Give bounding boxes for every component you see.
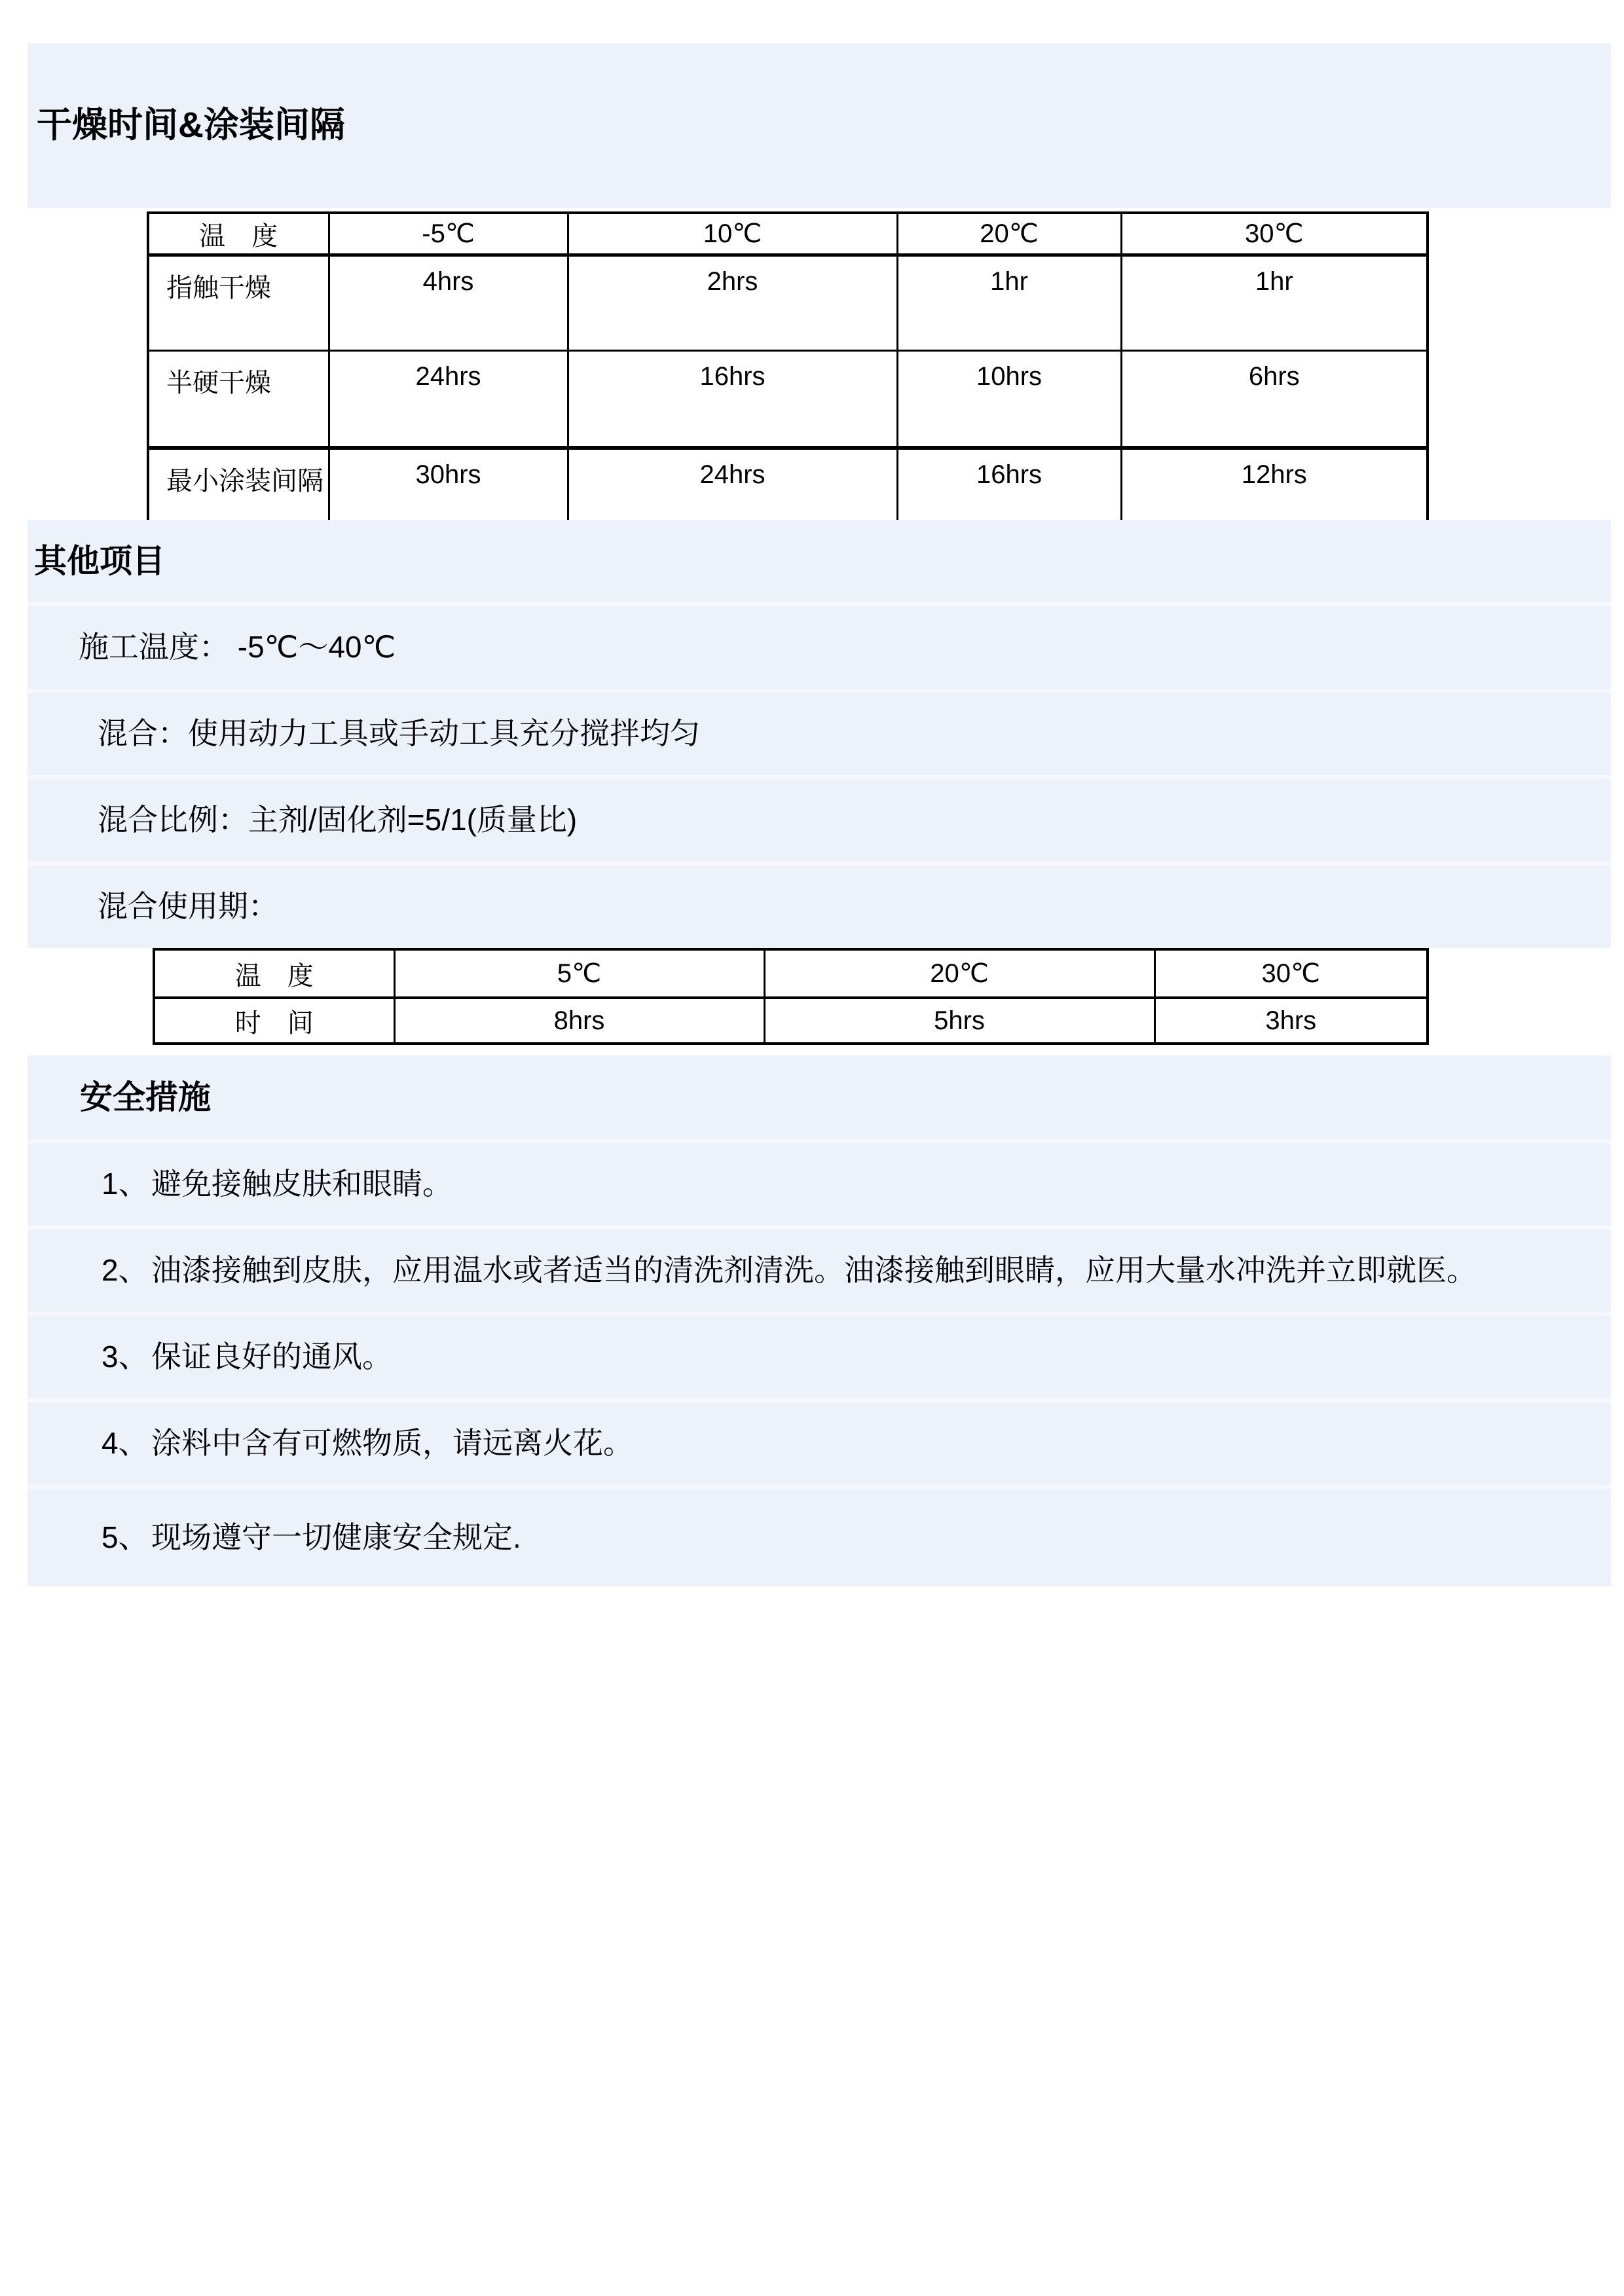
safety-item-number: 2、 bbox=[101, 1253, 149, 1288]
mixing-ratio-line: 混合比例：主剂/固化剂=5/1(质量比) bbox=[98, 803, 578, 837]
header-cell-temp: 温 度 bbox=[148, 213, 329, 255]
value-cell: 1hr bbox=[1121, 255, 1428, 351]
drying-section-band bbox=[28, 43, 1611, 208]
header-cell-minus5: -5℃ bbox=[329, 213, 568, 255]
value-cell: 24hrs bbox=[568, 448, 897, 547]
pot-life-line: 混合使用期： bbox=[98, 889, 278, 924]
safety-section-band bbox=[28, 1055, 1611, 1586]
other-items-band bbox=[28, 520, 1611, 948]
safety-item bbox=[28, 1226, 1611, 1312]
safety-item-number: 1、 bbox=[101, 1167, 149, 1201]
header-cell-20: 20℃ bbox=[764, 949, 1154, 998]
value-cell: 3hrs bbox=[1154, 998, 1428, 1044]
value-cell: 12hrs bbox=[1121, 448, 1428, 547]
header-cell-temp: 温 度 bbox=[154, 949, 394, 998]
table-row-time bbox=[154, 998, 1428, 1044]
value-cell: 24hrs bbox=[329, 351, 568, 448]
other-items-title: 其他项目 bbox=[34, 542, 165, 579]
safety-item bbox=[28, 1485, 1611, 1586]
drying-section-title: 干燥时间&涂装间隔 bbox=[37, 105, 345, 145]
safety-item-number: 3、 bbox=[101, 1339, 149, 1374]
value-cell: 10hrs bbox=[897, 351, 1121, 448]
safety-item-text: 油漆接触到皮肤，应用温水或者适当的清洗剂清洗。油漆接触到眼睛，应用大量水冲洗并立即就医。 bbox=[151, 1253, 1477, 1288]
header-cell-30: 30℃ bbox=[1121, 213, 1428, 255]
value-cell: 30hrs bbox=[329, 448, 568, 547]
value-cell: 2hrs bbox=[568, 255, 897, 351]
pot-life-table bbox=[153, 948, 1429, 1045]
header-cell-20: 20℃ bbox=[897, 213, 1121, 255]
value-cell: 6hrs bbox=[1121, 351, 1428, 448]
pot-life-header-row bbox=[154, 949, 1428, 998]
safety-item-text: 涂料中含有可燃物质，请远离火花。 bbox=[151, 1426, 633, 1461]
safety-item-text: 保证良好的通风。 bbox=[151, 1339, 392, 1374]
safety-item-text: 避免接触皮肤和眼睛。 bbox=[151, 1167, 452, 1201]
row-label-cell: 时 间 bbox=[154, 998, 394, 1044]
drying-table bbox=[147, 211, 1429, 548]
construction-temp-line: 施工温度： -5℃～40℃ bbox=[79, 630, 396, 665]
value-cell: 4hrs bbox=[329, 255, 568, 351]
header-cell-10: 10℃ bbox=[568, 213, 897, 255]
safety-item-number: 5、 bbox=[101, 1520, 149, 1554]
row-label-cell: 指触干燥 bbox=[148, 255, 329, 351]
value-cell: 5hrs bbox=[764, 998, 1154, 1044]
mixing-line: 混合：使用动力工具或手动工具充分搅拌均匀 bbox=[98, 716, 700, 751]
table-row-touch-dry bbox=[148, 255, 1428, 351]
safety-section-title: 安全措施 bbox=[80, 1078, 211, 1116]
safety-item bbox=[28, 1398, 1611, 1485]
table-row-semi-hard-dry bbox=[148, 351, 1428, 448]
drying-table-header-row bbox=[148, 213, 1428, 255]
row-label-cell: 最小涂装间隔 bbox=[148, 448, 329, 547]
value-cell: 16hrs bbox=[897, 448, 1121, 547]
header-cell-5: 5℃ bbox=[394, 949, 764, 998]
safety-item bbox=[28, 1312, 1611, 1398]
value-cell: 16hrs bbox=[568, 351, 897, 448]
value-cell: 8hrs bbox=[394, 998, 764, 1044]
safety-item-text: 现场遵守一切健康安全规定. bbox=[151, 1520, 521, 1554]
safety-item-number: 4、 bbox=[101, 1426, 149, 1461]
value-cell: 1hr bbox=[897, 255, 1121, 351]
row-label-cell: 半硬干燥 bbox=[148, 351, 329, 448]
header-cell-30: 30℃ bbox=[1154, 949, 1428, 998]
safety-item bbox=[28, 1139, 1611, 1226]
